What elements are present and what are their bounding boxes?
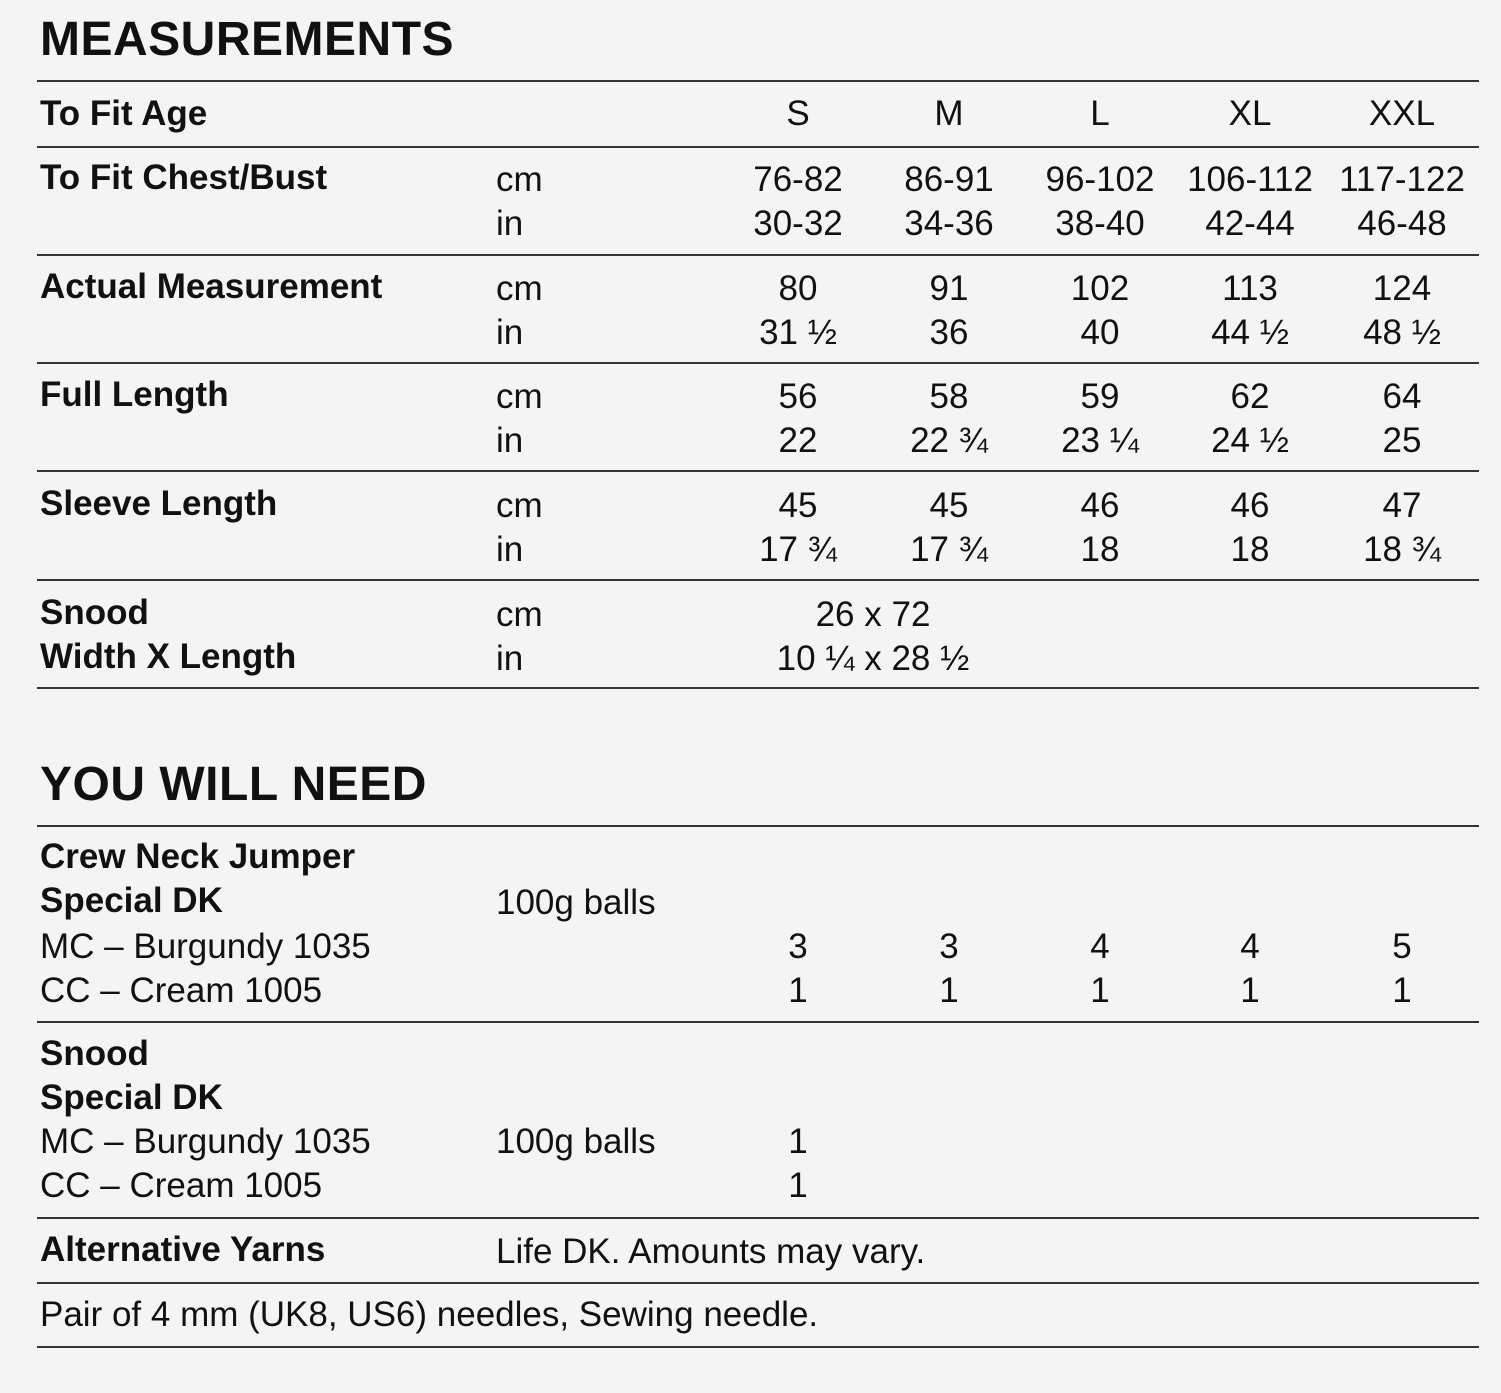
cell-value: 62: [1230, 377, 1270, 416]
cell-value: 76-82: [753, 160, 843, 199]
you-will-need-title: YOU WILL NEED: [40, 758, 427, 811]
yarn-qty: 3: [939, 927, 959, 966]
divider: [37, 80, 1479, 82]
yarn-qty: 4: [1240, 927, 1260, 966]
cell-value: 24 ½: [1211, 421, 1289, 460]
row-label: Snood: [40, 593, 149, 632]
cell-value: 17 ¾: [910, 530, 988, 569]
unit-cm: cm: [496, 160, 543, 199]
unit-cm: cm: [496, 377, 543, 416]
divider: [37, 1282, 1479, 1284]
cell-value: 44 ½: [1211, 313, 1289, 352]
unit-in: in: [496, 639, 524, 678]
row-label: Sleeve Length: [40, 484, 278, 523]
yarn-label: Special DK: [40, 881, 223, 920]
divider: [37, 254, 1479, 256]
cell-value: 22: [778, 421, 818, 460]
jumper-label: Crew Neck Jumper: [40, 837, 356, 876]
cell-value: 25: [1382, 421, 1422, 460]
yarn-qty: 1: [939, 971, 959, 1010]
yarn-qty: 1: [788, 1166, 808, 1205]
cell-value: 17 ¾: [759, 530, 837, 569]
cell-value: 64: [1382, 377, 1422, 416]
snood-size-in: 10 ¼ x 28 ½: [776, 639, 970, 678]
yarn-qty: 1: [788, 1122, 808, 1161]
cell-value: 45: [778, 486, 818, 525]
cell-value: 86-91: [904, 160, 994, 199]
cell-value: 38-40: [1055, 204, 1145, 243]
row-label: To Fit Chest/Bust: [40, 158, 328, 197]
cell-value: 124: [1372, 269, 1432, 308]
yarn-name: MC – Burgundy 1035: [40, 927, 371, 966]
cell-value: 59: [1080, 377, 1120, 416]
cell-value: 46: [1230, 486, 1270, 525]
unit-in: in: [496, 530, 524, 569]
divider: [37, 1021, 1479, 1023]
unit-cm: cm: [496, 595, 543, 634]
divider: [37, 687, 1479, 689]
divider: [37, 579, 1479, 581]
yarn-name: CC – Cream 1005: [40, 971, 323, 1010]
divider: [37, 362, 1479, 364]
row-label: Width X Length: [40, 637, 297, 676]
unit-in: in: [496, 313, 524, 352]
size-header: L: [1090, 94, 1110, 133]
yarn-qty: 1: [1392, 971, 1412, 1010]
yarn-qty: 1: [1240, 971, 1260, 1010]
unit-in: in: [496, 204, 524, 243]
size-header: S: [786, 94, 810, 133]
unit-cm: cm: [496, 486, 543, 525]
yarn-name: MC – Burgundy 1035: [40, 1122, 371, 1161]
measurements-title: MEASUREMENTS: [40, 13, 455, 66]
cell-value: 46-48: [1357, 204, 1447, 243]
cell-value: 80: [778, 269, 818, 308]
cell-value: 40: [1080, 313, 1120, 352]
yarn-qty: 1: [788, 971, 808, 1010]
cell-value: 56: [778, 377, 818, 416]
cell-value: 36: [929, 313, 969, 352]
row-label: Full Length: [40, 375, 229, 414]
cell-value: 18: [1080, 530, 1120, 569]
yarn-name: CC – Cream 1005: [40, 1166, 323, 1205]
cell-value: 102: [1070, 269, 1130, 308]
ball-note: 100g balls: [496, 1122, 656, 1161]
cell-value: 113: [1222, 269, 1278, 308]
unit-cm: cm: [496, 269, 543, 308]
cell-value: 34-36: [904, 204, 994, 243]
yarn-qty: 5: [1392, 927, 1412, 966]
cell-value: 48 ½: [1363, 313, 1441, 352]
cell-value: 31 ½: [759, 313, 837, 352]
divider: [37, 470, 1479, 472]
divider: [37, 825, 1479, 827]
cell-value: 91: [929, 269, 969, 308]
snood-label: Snood: [40, 1034, 149, 1073]
unit-in: in: [496, 421, 524, 460]
cell-value: 96-102: [1045, 160, 1155, 199]
cell-value: 18 ¾: [1363, 530, 1441, 569]
divider: [37, 146, 1479, 148]
divider: [37, 1346, 1479, 1348]
ball-note: 100g balls: [496, 883, 656, 922]
size-header: XL: [1228, 94, 1272, 133]
cell-value: 18: [1230, 530, 1270, 569]
yarn-label: Special DK: [40, 1078, 223, 1117]
size-header: XXL: [1368, 94, 1436, 133]
row-label: Actual Measurement: [40, 267, 383, 306]
cell-value: 45: [929, 486, 969, 525]
yarn-qty: 1: [1090, 971, 1110, 1010]
alternative-yarns-text: Life DK. Amounts may vary.: [496, 1232, 926, 1271]
cell-value: 46: [1080, 486, 1120, 525]
cell-value: 23 ¼: [1061, 421, 1139, 460]
alternative-yarns-label: Alternative Yarns: [40, 1230, 326, 1269]
yarn-qty: 4: [1090, 927, 1110, 966]
age-label: To Fit Age: [40, 94, 208, 133]
cell-value: 30-32: [753, 204, 843, 243]
cell-value: 106-112: [1187, 160, 1313, 199]
yarn-qty: 3: [788, 927, 808, 966]
size-header: M: [934, 94, 964, 133]
snood-size-cm: 26 x 72: [815, 595, 931, 634]
divider: [37, 1217, 1479, 1219]
cell-value: 47: [1382, 486, 1422, 525]
cell-value: 42-44: [1205, 204, 1295, 243]
needles-text: Pair of 4 mm (UK8, US6) needles, Sewing needle.: [40, 1295, 819, 1334]
cell-value: 58: [929, 377, 969, 416]
cell-value: 117-122: [1339, 160, 1465, 199]
cell-value: 22 ¾: [910, 421, 988, 460]
